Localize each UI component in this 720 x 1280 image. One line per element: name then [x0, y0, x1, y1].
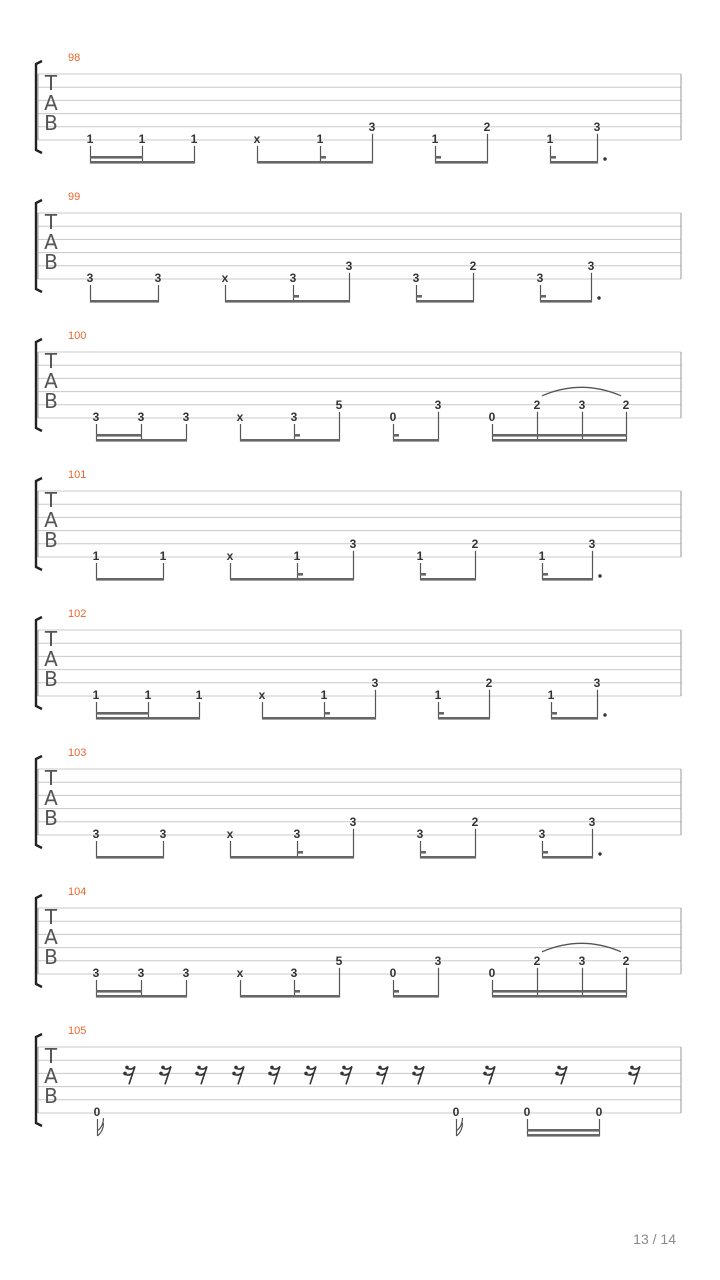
rest-dot [340, 1072, 344, 1076]
beam [90, 300, 159, 303]
beam [393, 439, 439, 442]
beam [240, 995, 340, 998]
system-bracket [36, 1034, 42, 1126]
rest-dot [485, 1066, 489, 1070]
tab-clef-letter: A [44, 1064, 58, 1088]
beam [240, 439, 340, 442]
fret-number: 3 [371, 675, 379, 690]
tab-clef-letter: B [44, 528, 58, 552]
fret-number: 3 [137, 410, 145, 424]
rest-dot [304, 1072, 308, 1076]
tab-clef-letter: T [44, 1044, 58, 1068]
beam-stub [542, 573, 548, 576]
tab-clef-letter: A [44, 369, 58, 393]
system-bracket [36, 61, 42, 153]
beam [542, 856, 593, 859]
fret-number: 5 [335, 953, 343, 968]
fret-number: 2 [471, 814, 479, 829]
beam-stub [297, 573, 303, 576]
beam [96, 434, 142, 437]
beam-stub [324, 712, 330, 715]
fret-number: 0 [452, 1105, 460, 1119]
fret-number: 2 [622, 397, 630, 412]
beam [492, 995, 627, 998]
measure-number: 98 [68, 52, 81, 64]
fret-number: 2 [483, 119, 491, 134]
fret-number: 1 [431, 132, 439, 146]
beam-stub [294, 990, 300, 993]
note-flag [457, 1118, 463, 1136]
fret-number: 1 [316, 132, 324, 146]
tab-clef-letter: T [44, 210, 58, 234]
fret-number: 0 [389, 966, 397, 980]
fret-number: 3 [368, 119, 376, 134]
system-bracket [36, 200, 42, 292]
fret-number: 2 [622, 953, 630, 968]
fret-number: 1 [293, 549, 301, 563]
system-bracket [36, 339, 42, 431]
tab-clef-letter: B [44, 806, 58, 830]
beam [438, 717, 490, 720]
tab-clef-letter: A [44, 230, 58, 254]
fret-number: 3 [86, 271, 94, 285]
fret-number: 3 [578, 397, 586, 412]
fret-number: 3 [536, 271, 544, 285]
beam-stub [297, 851, 303, 854]
note-group [93, 410, 190, 442]
augmentation-dot [598, 852, 601, 855]
fret-number: x [221, 271, 229, 285]
note-group [453, 1105, 463, 1136]
fret-number: 3 [587, 258, 595, 273]
beam [96, 439, 187, 442]
fret-number: 3 [293, 827, 301, 841]
beam [492, 990, 627, 993]
fret-number: 0 [523, 1105, 531, 1119]
rest-dot [557, 1066, 561, 1070]
system-bracket [36, 617, 42, 709]
beam-stub [420, 573, 426, 576]
beam [90, 161, 195, 164]
note-flag [98, 1118, 104, 1136]
fret-number: 3 [578, 953, 586, 968]
fret-number: x [226, 549, 234, 563]
note-group [489, 387, 630, 441]
tab-system [36, 608, 681, 720]
rest-dot [306, 1066, 310, 1070]
beam [527, 1134, 600, 1137]
tab-clef-letter: B [44, 389, 58, 413]
page-counter: 13 / 14 [633, 1231, 676, 1247]
fret-number: 3 [593, 119, 601, 134]
beam [257, 161, 373, 164]
fret-number: 1 [416, 549, 424, 563]
measure-number: 105 [68, 1025, 87, 1037]
augmentation-dot [597, 296, 600, 299]
fret-number: 1 [92, 688, 100, 702]
tab-system [36, 52, 681, 164]
measure-number: 104 [68, 886, 87, 898]
fret-number: 1 [195, 688, 203, 702]
fret-number: 3 [588, 814, 596, 829]
beam [96, 995, 187, 998]
rest-dot [125, 1066, 129, 1070]
tab-clef-letter: B [44, 111, 58, 135]
beam [435, 161, 488, 164]
rest-dot [414, 1066, 418, 1070]
note-group [87, 271, 162, 303]
beam [96, 712, 149, 715]
fret-number: 3 [290, 966, 298, 980]
fret-number: 2 [533, 397, 541, 412]
rest-dot [161, 1066, 165, 1070]
beam [96, 856, 164, 859]
fret-number: 3 [137, 966, 145, 980]
tab-clef-letter: T [44, 766, 58, 790]
beam-stub [435, 156, 441, 159]
fret-number: 5 [335, 397, 343, 412]
rest-dot [123, 1072, 127, 1076]
beam [540, 300, 592, 303]
measure-number: 101 [68, 469, 87, 481]
fret-number: 0 [389, 410, 397, 424]
tab-clef-letter: T [44, 488, 58, 512]
rest-dot [628, 1072, 632, 1076]
rest-dot [412, 1072, 416, 1076]
tab-clef-letter: A [44, 91, 58, 115]
beam [551, 717, 598, 720]
fret-number: 2 [471, 536, 479, 551]
measure-number: 99 [68, 191, 81, 203]
fret-number: 3 [434, 397, 442, 412]
system-bracket [36, 895, 42, 987]
fret-number: 0 [488, 410, 496, 424]
fret-number: x [236, 410, 244, 424]
fret-number: 1 [190, 132, 198, 146]
beam [550, 161, 598, 164]
beam [225, 300, 350, 303]
rest-dot [378, 1066, 382, 1070]
fret-number: 3 [182, 966, 190, 980]
tab-system [36, 191, 681, 303]
system-bracket [36, 478, 42, 570]
note-group [93, 549, 167, 581]
fret-number: x [258, 688, 266, 702]
fret-number: 1 [159, 549, 167, 563]
tab-system [36, 1025, 681, 1137]
beam-stub [293, 295, 299, 298]
beam [420, 578, 476, 581]
fret-number: 3 [412, 271, 420, 285]
beam [416, 300, 474, 303]
fret-number: 2 [469, 258, 477, 273]
tab-system [36, 469, 681, 581]
tab-clef-letter: B [44, 945, 58, 969]
fret-number: 3 [593, 675, 601, 690]
note-group [489, 943, 630, 997]
beam [420, 856, 476, 859]
beam [393, 995, 439, 998]
system-bracket [36, 756, 42, 848]
fret-number: 3 [92, 966, 100, 980]
rest-dot [342, 1066, 346, 1070]
tab-clef-letter: T [44, 627, 58, 651]
beam [90, 156, 143, 159]
beam [96, 717, 200, 720]
note-group [87, 132, 198, 164]
fret-number: 1 [320, 688, 328, 702]
fret-number: 3 [588, 536, 596, 551]
note-group [93, 688, 203, 720]
rest-dot [232, 1072, 236, 1076]
tab-system [36, 886, 681, 998]
measure-number: 102 [68, 608, 87, 620]
rest-dot [376, 1072, 380, 1076]
beam [527, 1129, 600, 1132]
fret-number: x [253, 132, 261, 146]
fret-number: x [226, 827, 234, 841]
fret-number: 3 [154, 271, 162, 285]
fret-number: 3 [159, 827, 167, 841]
fret-number: 3 [349, 536, 357, 551]
beam [262, 717, 376, 720]
rest-dot [159, 1072, 163, 1076]
fret-number: 1 [138, 132, 146, 146]
fret-number: 0 [93, 1105, 101, 1119]
beam [492, 439, 627, 442]
fret-number: 3 [434, 953, 442, 968]
note-group [94, 1105, 104, 1136]
augmentation-dot [603, 713, 606, 716]
rest-dot [268, 1072, 272, 1076]
fret-number: 3 [290, 410, 298, 424]
fret-number: 3 [538, 827, 546, 841]
tab-clef-letter: T [44, 349, 58, 373]
rest-dot [630, 1066, 634, 1070]
rest-dot [270, 1066, 274, 1070]
tab-clef-letter: T [44, 71, 58, 95]
beam-stub [420, 851, 426, 854]
tab-clef-letter: A [44, 508, 58, 532]
note-group [93, 827, 167, 859]
fret-number: 1 [86, 132, 94, 146]
augmentation-dot [603, 157, 606, 160]
beam-stub [393, 434, 399, 437]
fret-number: 1 [538, 549, 546, 563]
beam [492, 434, 627, 437]
beam-stub [551, 712, 557, 715]
beam-stub [542, 851, 548, 854]
tab-system [36, 747, 681, 859]
augmentation-dot [598, 574, 601, 577]
fret-number: 3 [289, 271, 297, 285]
fret-number: 3 [349, 814, 357, 829]
fret-number: 2 [485, 675, 493, 690]
beam-stub [320, 156, 326, 159]
fret-number: x [236, 966, 244, 980]
fret-number: 1 [546, 132, 554, 146]
fret-number: 2 [533, 953, 541, 968]
tab-clef-letter: A [44, 925, 58, 949]
tab-clef-letter: B [44, 667, 58, 691]
fret-number: 3 [345, 258, 353, 273]
beam-stub [550, 156, 556, 159]
note-group [524, 1105, 603, 1137]
rest-dot [195, 1072, 199, 1076]
tab-system [36, 330, 681, 442]
rest-dot [555, 1072, 559, 1076]
fret-number: 3 [182, 410, 190, 424]
beam [230, 856, 354, 859]
fret-number: 0 [595, 1105, 603, 1119]
rest-dot [197, 1066, 201, 1070]
beam-stub [540, 295, 546, 298]
beam-stub [438, 712, 444, 715]
beam [230, 578, 354, 581]
rest-dot [234, 1066, 238, 1070]
rest-dot [483, 1072, 487, 1076]
tab-clef-letter: T [44, 905, 58, 929]
beam [542, 578, 593, 581]
fret-number: 3 [92, 827, 100, 841]
tab-clef-letter: B [44, 1084, 58, 1108]
beam-stub [294, 434, 300, 437]
tab-clef-letter: A [44, 647, 58, 671]
fret-number: 1 [144, 688, 152, 702]
fret-number: 3 [416, 827, 424, 841]
fret-number: 1 [92, 549, 100, 563]
fret-number: 1 [434, 688, 442, 702]
fret-number: 3 [92, 410, 100, 424]
fret-number: 0 [488, 966, 496, 980]
tab-clef-letter: A [44, 786, 58, 810]
beam-stub [416, 295, 422, 298]
tab-clef-letter: B [44, 250, 58, 274]
beam [96, 990, 142, 993]
beam-stub [393, 990, 399, 993]
measure-number: 103 [68, 747, 87, 759]
measure-number: 100 [68, 330, 87, 342]
beam [96, 578, 164, 581]
fret-number: 1 [547, 688, 555, 702]
note-group [93, 966, 190, 998]
